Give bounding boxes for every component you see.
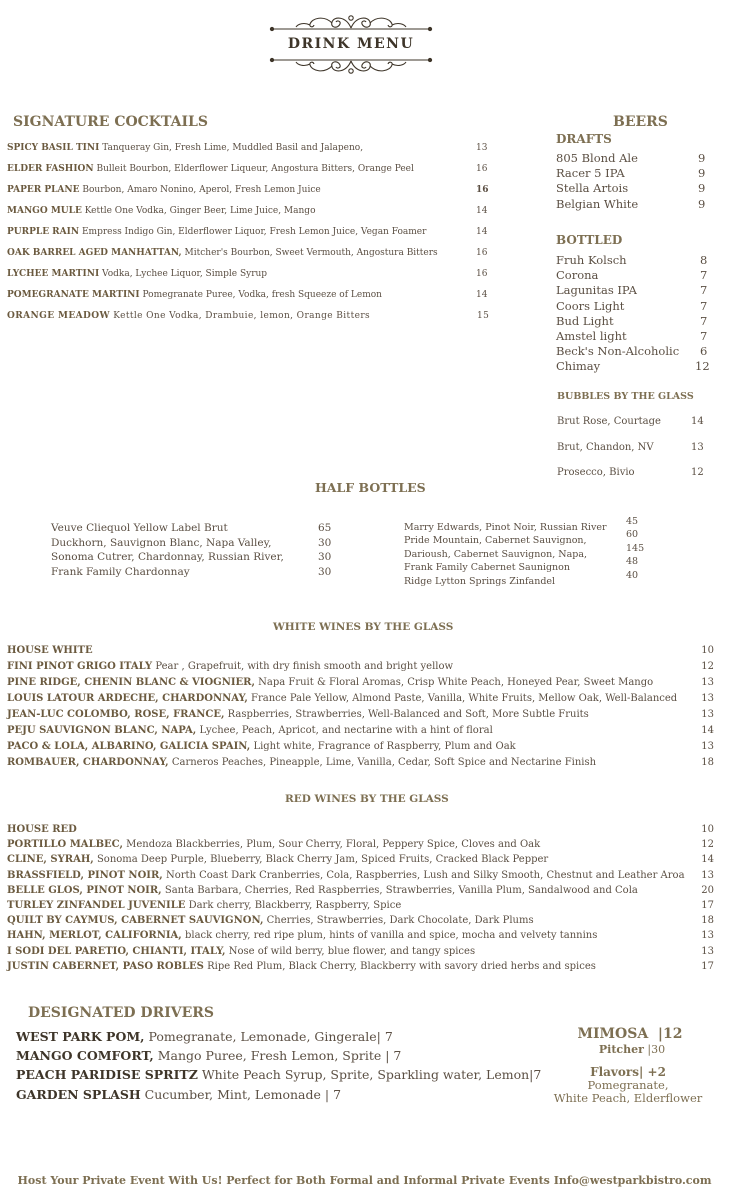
item-name: ELDER FASHION	[7, 164, 94, 174]
item-name: HOUSE RED	[7, 824, 77, 835]
list-item	[557, 416, 717, 442]
list-item	[556, 166, 706, 181]
white-wines-list	[7, 643, 714, 771]
item-price: 6	[700, 344, 708, 359]
list-item	[7, 246, 497, 267]
item-name: Beck's Non-Alcoholic	[556, 344, 680, 359]
item-desc: Cucumber, Mint, Lemonade | 7	[140, 1086, 342, 1102]
item-desc: Raspberries, Strawberries, Well-Balanced and Soft, More Subtle Fruits	[227, 709, 589, 720]
item-desc: Empress Indigo Gin, Elderflower Liquor, Fresh Lemon Juice, Vegan Foamer	[81, 227, 427, 237]
item-price: 20	[701, 884, 714, 896]
list-item	[7, 898, 714, 913]
item-name: PINE RIDGE, CHENIN BLANC & VIOGNIER,	[7, 677, 255, 688]
item-name: JUSTIN CABERNET, PASO ROBLES	[7, 960, 204, 972]
footer-text: Host Your Private Event With Us! Perfect for Both Formal and Informal Private Events Info@westparkbistro.com	[17, 1174, 712, 1187]
item-price: 40	[626, 569, 639, 581]
item-name: MANGO MULE	[7, 206, 82, 216]
item-name: PAPER PLANE	[7, 185, 80, 195]
item-price: 14	[691, 416, 704, 427]
pitcher-label: Pitcher	[598, 1043, 644, 1056]
item-name: PORTILLO MALBEC,	[7, 839, 123, 851]
item-price: 12	[701, 839, 714, 851]
item-desc: Pomegranate Puree, Vodka, fresh Squeeze of Lemon	[142, 290, 382, 300]
list-item	[556, 314, 716, 329]
item-price: 7	[700, 313, 708, 328]
item-price: 14	[476, 227, 488, 237]
item-name: ROMBAUER, CHARDONNAY,	[7, 757, 169, 768]
list-item	[7, 868, 714, 883]
list-item	[7, 755, 714, 771]
item-name: HAHN, MERLOT, CALIFORNIA,	[7, 930, 182, 942]
list-item	[7, 883, 714, 898]
item-desc: Vodka, Lychee Liquor, Simple Syrup	[102, 269, 268, 279]
item-price: 13	[701, 741, 714, 752]
list-item	[7, 822, 714, 837]
item-name: Bud Light	[556, 313, 614, 328]
item-name: PEJU SAUVIGNON BLANC, NAPA,	[7, 725, 197, 736]
item-name: BELLE GLOS, PINOT NOIR,	[7, 884, 162, 896]
list-item	[7, 723, 714, 739]
list-item	[7, 183, 497, 204]
beers-title: BEERS	[613, 114, 668, 130]
list-item	[556, 283, 716, 298]
half-bottles-title: HALF BOTTLES	[315, 480, 426, 495]
list-item	[556, 197, 706, 212]
item-price: 145	[626, 542, 645, 554]
item-name: PACO & LOLA, ALBARINO, GALICIA SPAIN,	[7, 741, 251, 752]
list-item	[7, 837, 714, 852]
item-desc: France Pale Yellow, Almond Paste, Vanilla, White Fruits, Mellow Oak, Well-Balanced	[251, 693, 678, 704]
item-price: 14	[476, 290, 488, 300]
item-desc: Lychee, Peach, Apricot, and nectarine with a hint of floral	[199, 725, 493, 736]
item-price: 8	[700, 253, 708, 267]
item-price: 16	[476, 164, 488, 174]
item-price: 12	[701, 661, 714, 672]
list-item	[556, 253, 716, 268]
item-name: Marry Edwards, Pinot Noir, Russian River	[404, 522, 607, 533]
list-item	[7, 675, 714, 691]
flavor-line: Pomegranate,	[587, 1078, 669, 1092]
list-item	[7, 852, 714, 867]
item-desc: Ripe Red Plum, Black Cherry, Blackberry with savory dried herbs and spices	[207, 960, 596, 972]
item-desc: Bourbon, Amaro Nonino, Aperol, Fresh Lemon Juice	[79, 185, 321, 195]
list-item	[7, 739, 714, 755]
list-item	[557, 467, 717, 493]
half-bottles-right-names	[404, 521, 607, 588]
item-name: Veuve Cliequol Yellow Label Brut	[51, 522, 228, 534]
item-desc: North Coast Dark Cranberries, Cola, Raspberries, Lush and Silky Smooth, Chestnut and Leather Aroa	[165, 869, 685, 881]
item-name: WEST PARK POM,	[16, 1029, 145, 1044]
red-wines-list	[7, 822, 714, 974]
list-item	[7, 204, 497, 225]
item-price: 7	[700, 328, 708, 343]
list-item	[556, 268, 716, 283]
cocktails-title: SIGNATURE COCKTAILS	[13, 114, 208, 130]
list-item	[7, 659, 714, 675]
item-name: Belgian White	[556, 196, 639, 211]
list-item	[7, 707, 714, 723]
item-price: 14	[476, 206, 488, 216]
item-price: 16	[476, 248, 488, 258]
item-price: 7	[700, 283, 708, 298]
item-price: 14	[701, 854, 714, 866]
item-name: FINI PINOT GRIGO ITALY	[7, 661, 153, 672]
item-price: 17	[701, 899, 714, 911]
item-name: MANGO COMFORT,	[16, 1048, 154, 1064]
list-item	[16, 1065, 542, 1084]
item-name: JEAN-LUC COLOMBO, ROSE, FRANCE,	[7, 709, 225, 720]
item-name: Sonoma Cutrer, Chardonnay, Russian River,	[51, 551, 284, 563]
half-bottles-right-prices	[626, 515, 644, 582]
page-title: DRINK MENU	[287, 36, 415, 52]
item-name: PURPLE RAIN	[7, 227, 80, 237]
item-name: ORANGE MEADOW	[7, 311, 110, 321]
item-name: Stella Artois	[556, 181, 629, 196]
drafts-title: DRAFTS	[556, 132, 612, 146]
item-price: 13	[701, 693, 714, 704]
menu-header	[268, 12, 434, 78]
item-price: 45	[626, 516, 639, 527]
item-name: Duckhorn, Sauvignon Blanc, Napa Valley,	[51, 536, 272, 549]
item-price: 16	[476, 269, 488, 279]
item-price: 48	[626, 556, 639, 568]
item-price: 18	[701, 757, 714, 768]
item-desc: Pear , Grapefruit, with dry finish smooth and bright yellow	[152, 661, 454, 672]
item-name: QUILT BY CAYMUS, CABERNET SAUVIGNON,	[7, 915, 264, 927]
item-name: Chimay	[556, 359, 601, 374]
item-name: Lagunitas IPA	[556, 283, 637, 298]
item-desc: Cherries, Strawberries, Dark Chocolate, Dark Plums	[266, 915, 534, 927]
item-price: 13	[691, 441, 704, 453]
item-name: Corona	[556, 268, 599, 283]
item-desc: Bulleit Bourbon, Elderflower Liqueur, Angostura Bitters, Orange Peel	[96, 164, 414, 174]
item-price: 10	[701, 645, 714, 656]
item-name: 805 Blond Ale	[556, 151, 638, 165]
list-item	[7, 913, 714, 928]
item-desc: Mitcher's Bourbon, Sweet Vermouth, Angostura Bitters	[184, 248, 438, 258]
item-price: 65	[318, 522, 332, 534]
item-name: Amstel light	[556, 328, 627, 343]
cocktails-list	[7, 141, 497, 330]
item-desc: Kettle One Vodka, Drambuie, lemon, Orange Bitters	[113, 311, 371, 321]
item-price: 9	[698, 181, 706, 196]
list-item	[7, 928, 714, 943]
flavor-line: White Peach, Elderflower	[553, 1090, 703, 1105]
item-name: Frank Family Cabernet Saunignon	[404, 562, 571, 574]
list-item	[7, 309, 497, 330]
list-item	[556, 181, 706, 196]
item-name: Prosecco, Bivio	[557, 467, 635, 478]
list-item	[556, 299, 716, 314]
item-name: Coors Light	[556, 298, 625, 313]
item-name: Brut Rose, Courtage	[557, 416, 661, 427]
half-bottles-left-list	[51, 521, 341, 579]
pitcher-price: |30	[643, 1043, 666, 1056]
item-price: 7	[700, 268, 708, 283]
item-price: 60	[626, 529, 639, 541]
item-name: LOUIS LATOUR ARDECHE, CHARDONNAY,	[7, 693, 248, 704]
item-price: 12	[695, 359, 710, 374]
red-wines-title: RED WINES BY THE GLASS	[285, 793, 449, 805]
item-price: 7	[700, 298, 708, 313]
bubbles-title: BUBBLES BY THE GLASS	[557, 391, 694, 402]
list-item	[556, 344, 716, 359]
mimosa-flavors	[548, 1065, 708, 1104]
mimosa-pitcher	[564, 1043, 700, 1056]
item-price: 18	[701, 915, 714, 927]
item-name: Frank Family Chardonnay	[51, 565, 190, 578]
item-price: 9	[698, 166, 706, 181]
drivers-list	[16, 1027, 542, 1104]
list-item	[16, 1046, 536, 1065]
mimosa-title: MIMOSA |12	[577, 1026, 683, 1042]
mimosa-block	[560, 1026, 700, 1056]
list-item	[7, 691, 714, 707]
flavors-title: Flavors| +2	[590, 1065, 666, 1079]
item-price: 15	[477, 311, 490, 321]
list-item	[556, 329, 716, 344]
list-item	[556, 359, 716, 374]
item-name: Fruh Kolsch	[556, 253, 627, 267]
list-item	[7, 944, 714, 959]
item-desc: White Peach Syrup, Sprite, Sparkling water, Lemon|7	[197, 1067, 542, 1083]
item-price: 13	[701, 869, 714, 881]
item-price: 9	[698, 151, 706, 165]
item-name: TURLEY ZINFANDEL JUVENILE	[7, 899, 186, 911]
item-desc: Mango Puree, Fresh Lemon, Sprite | 7	[153, 1048, 402, 1064]
item-price: 13	[701, 945, 714, 957]
list-item	[7, 288, 497, 309]
bottled-title: BOTTLED	[556, 233, 623, 247]
item-desc: Dark cherry, Blackberry, Raspberry, Spice	[185, 899, 402, 911]
white-wines-title: WHITE WINES BY THE GLASS	[273, 621, 454, 633]
item-name: Ridge Lytton Springs Zinfandel	[404, 575, 556, 587]
list-item	[557, 442, 717, 468]
item-desc: black cherry, red ripe plum, hints of vanilla and spice, mocha and velvety tannins	[184, 930, 598, 942]
list-item	[7, 225, 497, 246]
item-name: Brut, Chandon, NV	[557, 441, 654, 453]
item-price: 30	[318, 551, 332, 563]
item-price: 10	[701, 824, 714, 835]
item-desc: Nose of wild berry, blue flower, and tangy spices	[228, 945, 476, 957]
list-item	[7, 162, 497, 183]
item-name: SPICY BASIL TINI	[7, 143, 100, 153]
item-desc: Santa Barbara, Cherries, Red Raspberries, Strawberries, Vanilla Plum, Sandalwood and Cola	[164, 884, 638, 896]
item-name: BRASSFIELD, PINOT NOIR,	[7, 869, 163, 881]
item-desc: Kettle One Vodka, Ginger Beer, Lime Juice, Mango	[81, 206, 316, 216]
list-item	[51, 565, 341, 580]
list-item	[7, 959, 714, 974]
item-name: Darioush, Cabernet Sauvignon, Napa,	[404, 548, 588, 560]
item-desc: Sonoma Deep Purple, Blueberry, Black Cherry Jam, Spiced Fruits, Cracked Black Pepper	[96, 854, 549, 866]
list-item	[7, 267, 497, 288]
list-item	[16, 1085, 536, 1104]
bubbles-list	[557, 416, 717, 493]
list-item	[51, 550, 341, 565]
item-desc: Mendoza Blackberries, Plum, Sour Cherry, Floral, Peppery Spice, Cloves and Oak	[126, 839, 541, 851]
item-name: OAK BARREL AGED MANHATTAN,	[7, 248, 182, 258]
item-price: 30	[318, 536, 332, 549]
item-name: LYCHEE MARTINI	[7, 269, 100, 279]
list-item	[7, 141, 497, 162]
item-desc: Pomegranate, Lemonade, Gingerale| 7	[144, 1029, 393, 1044]
item-desc: Light white, Fragrance of Raspberry, Plum and Oak	[253, 741, 516, 752]
item-price: 13	[701, 709, 714, 720]
item-price: 12	[691, 467, 704, 478]
item-name: GARDEN SPLASH	[16, 1086, 141, 1102]
item-name: PEACH PARIDISE SPRITZ	[16, 1067, 198, 1083]
list-item	[16, 1027, 536, 1046]
item-price: 14	[701, 725, 714, 736]
list-item	[556, 151, 706, 166]
item-name: CLINE, SYRAH,	[7, 854, 94, 866]
item-desc: Napa Fruit & Floral Aromas, Crisp White Peach, Honeyed Pear, Sweet Mango	[254, 677, 654, 688]
item-desc: Carneros Peaches, Pineapple, Lime, Vanilla, Cedar, Soft Spice and Nectarine Finish	[171, 757, 597, 768]
item-name: I SODI DEL PARETIO, CHIANTI, ITALY,	[7, 945, 226, 957]
item-desc: Tanqueray Gin, Fresh Lime, Muddled Basil and Jalapeno,	[102, 143, 364, 153]
drivers-title: DESIGNATED DRIVERS	[28, 1005, 215, 1021]
item-price: 30	[318, 565, 332, 578]
item-price: 13	[476, 143, 488, 153]
bottled-list	[556, 253, 716, 375]
list-item	[7, 643, 714, 659]
item-price: 16	[476, 185, 489, 195]
item-name: Pride Mountain, Cabernet Sauvignon,	[404, 535, 587, 547]
item-price: 9	[698, 196, 706, 211]
item-price: 13	[701, 677, 714, 688]
item-price: 17	[701, 960, 714, 972]
drafts-list	[556, 151, 706, 212]
item-price: 13	[701, 930, 714, 942]
item-name: Racer 5 IPA	[556, 166, 625, 181]
item-name: POMEGRANATE MARTINI	[7, 290, 140, 300]
list-item	[51, 536, 341, 551]
item-name: HOUSE WHITE	[7, 645, 93, 656]
list-item	[51, 521, 341, 536]
